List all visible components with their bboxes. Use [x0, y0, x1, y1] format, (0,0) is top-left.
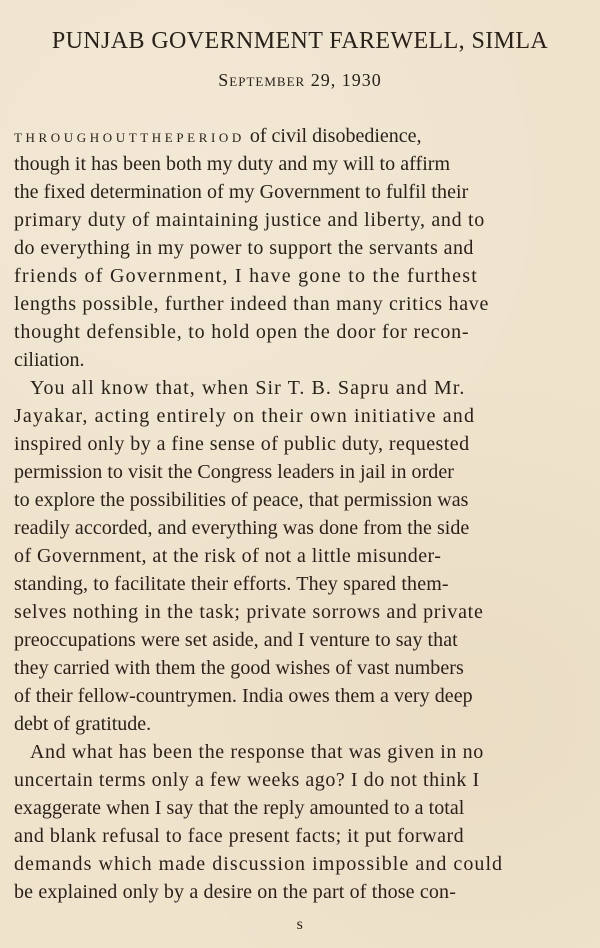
text-line-2: the fixed determination of my Government to fulfil their [14, 181, 469, 203]
signature-mark: s [296, 916, 304, 933]
text-line-23: uncertain terms only a few weeks ago? I do not think I [14, 769, 480, 791]
text-line-17: selves nothing in the task; private sorrows and private [14, 601, 484, 623]
text-line-1: though it has been both my duty and my will to affirm [14, 153, 451, 175]
text-line-22: And what has been the response that was given in no [30, 741, 484, 763]
opening-small-caps: THROUGHOUTTHEPERIOD [14, 130, 245, 145]
text-line-14: readily accorded, and everything was done from the side [14, 517, 470, 539]
opening-line-rest: of civil disobedience, [244, 125, 422, 147]
text-line-7: thought defensible, to hold open the door for recon- [14, 321, 470, 343]
text-line-18: preoccupations were set aside, and I venture to say that [14, 629, 458, 651]
text-line-15: of Government, at the risk of not a little misunder- [14, 545, 442, 567]
text-line-10: Jayakar, acting entirely on their own initiative and [14, 405, 476, 427]
text-line-20: of their fellow-countrymen. India owes them a very deep [14, 685, 473, 707]
opening-line [14, 122, 586, 152]
text-line-5: friends of Government, I have gone to the furthest [14, 265, 479, 287]
text-line-11: inspired only by a fine sense of public duty, requested [14, 433, 470, 455]
text-line-21: debt of gratitude. [14, 713, 152, 735]
text-line-16: standing, to facilitate their efforts. They spared them- [14, 573, 449, 595]
text-line-25: and blank refusal to face present facts; it put forward [14, 825, 465, 847]
text-line-3: primary duty of maintaining justice and liberty, and to [14, 209, 485, 231]
page-title: PUNJAB GOVERNMENT FAREWELL, SIMLA [51, 28, 549, 54]
text-line-12: permission to visit the Congress leaders in jail in order [14, 461, 454, 483]
text-line-8: ciliation. [14, 349, 85, 371]
dateline: September 29, 1930 [218, 70, 382, 90]
text-line-9: You all know that, when Sir T. B. Sapru and Mr. [30, 377, 466, 399]
text-line-24: exaggerate when I say that the reply amounted to a total [14, 797, 465, 819]
text-line-13: to explore the possibilities of peace, that permission was [14, 489, 469, 511]
text-line-19: they carried with them the good wishes of vast numbers [14, 657, 464, 679]
text-line-6: lengths possible, further indeed than many critics have [14, 293, 490, 315]
text-line-26: demands which made discussion impossible and could [14, 853, 504, 875]
text-line-4: do everything in my power to support the servants and [14, 237, 474, 259]
text-line-27: be explained only by a desire on the part of those con- [14, 881, 456, 903]
